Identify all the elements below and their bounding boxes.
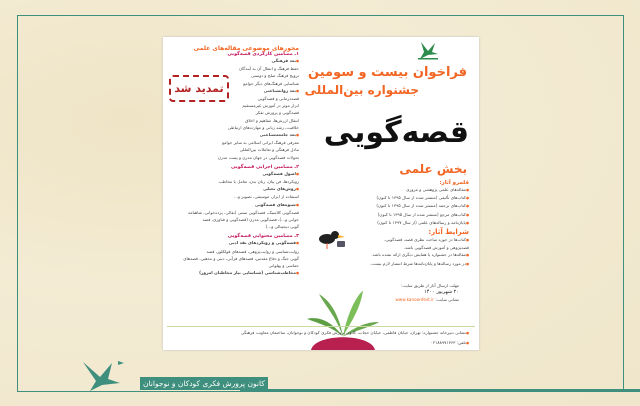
topic-line: خلاقیت، رشد زبانی و مهارت‌های ارتباطی [227, 124, 299, 130]
extended-stamp: تمدید شد [169, 75, 229, 102]
phone: ● تلفن: ۰۲۱۸۸۹۷۱۳۶۳ [431, 339, 469, 347]
conditions-heading: شرایط آثار: [428, 228, 469, 237]
topic-line: شناسایی فرهنگ‌های دیگر جوامع [243, 80, 299, 86]
section-title: بخش علمی [399, 162, 467, 176]
condition-item: ● کتاب‌ها در حوزه مباحث نظری قصه، قصه‌گویی، [370, 236, 469, 244]
topic-subheading: ● مخاطب‌شناسی (شناسایی نیاز مخاطبان امروز) [183, 269, 299, 277]
topic-line: ابزار موثر در آموزش غیرمستقیم [242, 103, 299, 109]
topic-line: تحولات قصه‌گویی در جهان مدرن و پست مدرن [217, 154, 299, 160]
scope-item: ● مقاله‌های علمی پژوهشی و مروری [370, 186, 469, 194]
site-link[interactable]: www.kanoonfest.ir [395, 297, 435, 303]
deadline-label: مهلت ارسال آثار از طریق سایت: [401, 283, 459, 288]
topic-line: استفاده از ابزار، موسیقی، تصویر و... [234, 194, 299, 200]
kanoon-bottom-logo-icon [80, 359, 130, 395]
site-label: نشانی سایت: [435, 297, 459, 303]
title-line2: جشنواره بین‌المللی [304, 83, 419, 97]
topic-heading: ۲ـ مضامین اجرایی قصه‌گویی [231, 164, 299, 170]
scope-item: ● کتاب‌های ترجمه (منتشر شده از سال ۱۳۹۵ تا کنون) [370, 202, 469, 210]
topic-heading: ۳ـ مضامین محتوایی قصه‌گویی [227, 234, 299, 240]
topic-line: رویکردها، فن بیان، زبان بدن، تعامل با مخاطب [218, 179, 299, 185]
deadline-block [395, 282, 459, 304]
topic-line: انتقال ارزش‌ها، مفاهیم و اخلاق [245, 117, 299, 123]
topic-subheading: ● روش‌های تخیلی [183, 185, 299, 193]
topic-line: گویی جنگ و دفاع مقدس، قصه‌های قرآنی، دینی و مذهبی، قصه‌های [183, 255, 299, 261]
topic-subheading: ● بعد فرهنگی [183, 57, 299, 65]
topic-line: خوانی و...)، قصه‌گویی مدرن (قصه‌گویی و فناوری، قصه [202, 217, 299, 223]
topic-line: قصه‌درمانی و قصه‌گویی [257, 96, 299, 102]
topic-line: روایت‌شناسی و روایت‌پژوهی، قصه‌های فولکلور، قصه [206, 248, 299, 254]
topic-subheading: ● اصول قصه‌گویی [183, 170, 299, 178]
scope-item: ● پایان‌نامه و رساله‌های علمی (از سال ۱۳۹۷ تا کنون) [370, 219, 469, 227]
topic-heading: ۱ـ مضامین کارکردی قصه‌گویی [227, 52, 299, 57]
topic-line: حفظ فرهنگ و انتقال آن به آیندگان [238, 66, 299, 72]
address: ● نشانی دبیرخانه جشنواره: تهران، خیابان فاطمی، خیابان حجاب، کانون پرورش فکری کودکان و نوجوانان، ساختمان معاونت فرهنگی [241, 329, 469, 337]
topic-line: معرفی فرهنگ ایرانی اسلامی به سایر جوامع [221, 140, 299, 146]
topics-heading: محورهای موضوعی مقاله‌های علمی [193, 45, 299, 52]
topic-subheading: ● بعد روانشناختی [183, 87, 299, 95]
topic-subheading: ● قصه‌گویی و رویکردهای نقد ادبی [183, 239, 299, 247]
topic-subheading: ● بعد جامعه‌شناختی [183, 131, 299, 139]
title-line1: فراخوان بیست و سومین [308, 65, 467, 80]
beet-illustration-icon [303, 287, 383, 350]
title-main: قصه‌گویی [323, 115, 469, 150]
divider [167, 326, 475, 327]
condition-item: ● مقاله‌ها در جشنواره یا همایش دیگری ارائه نشده باشد. [370, 251, 469, 259]
topic-line: ترویج فرهنگ صلح و دوستی [250, 73, 299, 79]
topic-subheading: ● شیوه‌های قصه‌گویی [183, 201, 299, 209]
topics-column [183, 45, 299, 277]
brand-line [240, 389, 640, 392]
condition-item: قصه‌پژوهی و آموزش قصه‌گویی باشد. [403, 245, 469, 251]
condition-item: ● در مورد رساله‌ها و پایان‌نامه‌ها شرط انتشار لازم نیست. [370, 260, 469, 268]
scope-item: ● کتاب‌های مرجع (منتشر شده از سال ۱۳۹۵ تا کنون) [370, 211, 469, 219]
scope-block [370, 180, 469, 268]
topic-line: قصه‌گویی کلاسیک، قصه‌گویی سنتی (نقالی، پرده‌خوانی، شاهنامه‌ [187, 209, 299, 215]
scope-item: ● کتاب‌های تألیفی (منتشر شده از سال ۱۳۹۵ تا کنون) [370, 194, 469, 202]
topic-line: قصه‌گویی و پرورش تفکر [255, 110, 299, 116]
deadline-date: ۲۰ شهریور ۱۴۰۰ [424, 289, 459, 296]
festival-poster [163, 37, 479, 350]
scope-heading: قلمرو آثار: [439, 180, 469, 186]
kanoon-logo-icon [415, 40, 441, 62]
topic-line: گویی دیجیتالی و...) [265, 224, 299, 230]
brand-banner: کانون پرورش فکری کودکان و نوجوانان [140, 377, 268, 390]
topic-line: تبادل فرهنگی و تعاملات بین‌المللی [239, 147, 299, 153]
crow-illustration-icon [315, 228, 347, 250]
topic-line: حماسی و پهلوانی [268, 263, 299, 269]
